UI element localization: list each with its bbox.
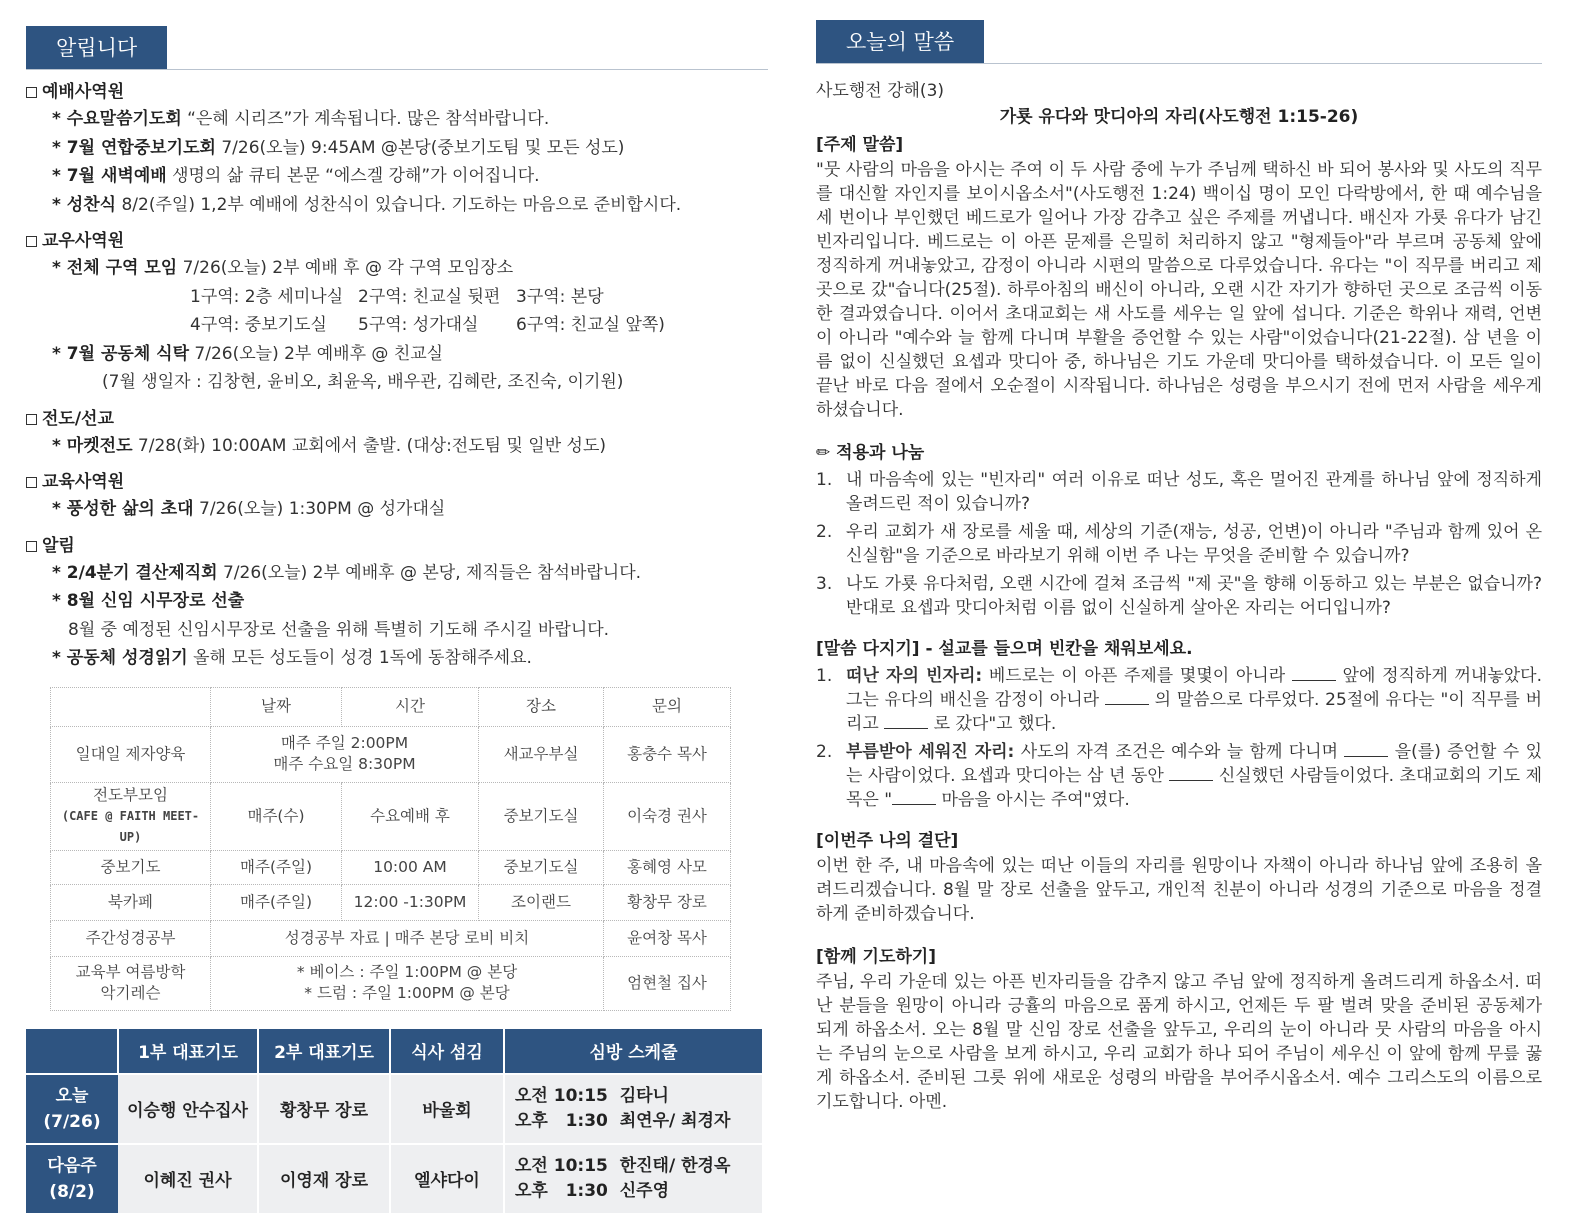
sermon-column (816, 0, 1542, 1114)
table-cell: 중보기도실 (479, 782, 604, 850)
table-row (51, 920, 731, 956)
checkbox-square-icon (26, 477, 37, 488)
table-cell: 매주 주일 2:00PM 매주 수요일 8:30PM (211, 726, 479, 782)
announcement-line: * 성찬식 8/2(주일) 1,2부 예배에 성찬식이 있습니다. 기도하는 마음으로 준비합시다. (52, 194, 682, 215)
list-item: 2. 부름받아 세워진 자리: 사도의 자격 조건은 예수와 늘 함께 다니며 을(를) 증언할 수 있는 사람이었다. 요셉과 맛디아는 삼 년 동안 신실했던 사람들이었다. 초대교회의 기도 제목은 " 마음을 아시는 주여"였다. (816, 742, 1542, 810)
table-cell: 이영재 장로 (258, 1144, 390, 1213)
table-row-next-week (26, 1144, 762, 1213)
fill-heading: [말씀 다지기] - 설교를 들으며 빈칸을 채워보세요. (816, 639, 1193, 659)
table-header-cell: 심방 스케줄 (504, 1029, 762, 1074)
table-cell: 10:00 AM (342, 850, 479, 884)
announcement-line: * 공동체 성경읽기 올해 모든 성도들이 성경 1독에 동참해주세요. (52, 648, 532, 668)
table-row (51, 884, 731, 920)
table-header-cell: 1부 대표기도 (118, 1029, 258, 1074)
announcement-line: * 8월 신임 시무장로 선출 (52, 591, 245, 611)
announcements-title: 알립니다 (26, 26, 167, 70)
table-cell: 이혜진 권사 (118, 1144, 258, 1213)
table-cell: 새교우부실 (479, 726, 604, 782)
header-divider (816, 63, 1542, 64)
announcement-line: * 마켓전도 7/28(화) 10:00AM 교회에서 출발. (대상:전도팀 및 일반 성도) (52, 435, 607, 456)
announcement-line: * 전체 구역 모임 7/26(오늘) 2부 예배 후 @ 각 구역 모임장소 (52, 258, 514, 278)
district-list: 1구역: 2층 세미나실 2구역: 친교실 뒷편 3구역: 본당 (190, 286, 604, 307)
table-cell: 전도부모임 (CAFE @ FAITH MEET-UP) (51, 782, 211, 850)
table-row (51, 726, 731, 782)
list-item: 3. 나도 가룟 유다처럼, 오랜 시간에 걸쳐 조금씩 "제 곳"을 향해 이동하고 있는 부분은 없습니까? 반대로 요셉과 맛디아처럼 이름 없이 신실하게 살아온 자리는 어디입니까? (816, 574, 1542, 618)
table-cell: 북카페 (51, 884, 211, 920)
prayer-body: 주님, 우리 가운데 있는 아픈 빈자리들을 감추지 않고 주님 앞에 정직하게 올려드리게 하옵소서. 떠난 분들을 원망이 아니라 긍휼의 마음으로 품게 하시고, 언제든 두 팔 벌려 맞을 준비된 공동체가 되게 하옵소서. 오는 8월 말 신임 장로 선출을 앞두고, 우리의 눈이 아니라 뭇 사람의 마음을 아시는 주님의 눈으로 사람을 보게 하시고, 우리 교회가 하나 되어 주님이 세우신 이 앞에 함께 무릎 꿇게 하옵소서. 준비된 그릇 위에 새로운 성령의 바람을 부어주시옵소서. 예수 그리스도의 이름으로 기도합니다. 아멘. (816, 972, 1542, 1112)
table-header-cell: 식사 섬김 (390, 1029, 504, 1074)
section-title: 전도/선교 (26, 406, 768, 432)
sermon-series: 사도행전 강해(3) (816, 81, 945, 101)
theme-body: "뭇 사람의 마음을 아시는 주여 이 두 사람 중에 누가 주님께 택하신 바 되어 봉사와 및 사도의 직무를 대신할 자인지를 보이시옵소서"(사도행전 1:24) 백이십 명이 모인 다락방에서, 한 때 예수님을 세 번이나 부인했던 베드로가 일어나 가장 감추고 싶은 주제를 꺼냅니다. 배신자 가룟 유다가 남긴 빈자리입니다. 베드로는 이 아픈 문제를 은밀히 처리하지 않고 "형제들아"라 부르며 공동체 앞에 정직하게 꺼내놓았고, 감정이 아니라 시편의 말씀으로 다루었습니다. 유다는 "이 직무를 버리고 제 곳으로 갔"습니다(25절). 하루아침의 배신이 아니라, 오랜 시간 자기가 향하던 곳으로 조금씩 이동한 결과였습니다. 이어서 초대교회는 새 사도를 세우는 일 앞에 섭니다. 기준은 학위나 재력, 언변이 아니라 "예수와 늘 함께 다니며 부활을 증언할 수 있는 사람"이었습니다(21-22절). 삼 년을 이름 없이 신실했던 요셉과 맛디아 중, 하나님은 기도 가운데 맛디아를 택하셨습니다. 이 모든 일이 끝난 바로 다음 절에서 오순절이 시작됩니다. 하나님은 성령을 부으시기 전에 먼저 사람을 세우게 하셨습니다. (816, 160, 1542, 420)
decision-heading: [이번주 나의 결단] (816, 831, 959, 851)
header-divider (26, 69, 768, 70)
education-ministry-block (26, 469, 768, 524)
sermon-title: 가룟 유다와 맛디아의 자리(사도행전 1:15-26) (999, 107, 1359, 127)
announcement-line: * 7월 새벽예배 생명의 삶 큐티 본문 “에스겔 강해”가 이어집니다. (52, 166, 540, 186)
table-header-cell: 날짜 (211, 687, 342, 726)
blank-line[interactable] (884, 714, 928, 729)
table-row-today (26, 1074, 762, 1144)
theme-heading: [주제 말씀] (816, 135, 904, 155)
announcements-header (26, 26, 768, 70)
table-cell: 일대일 제자양육 (51, 726, 211, 782)
worship-ministry-block (26, 79, 768, 219)
table-cell: 조이랜드 (479, 884, 604, 920)
table-header-cell: 시간 (342, 687, 479, 726)
section-title: 교우사역원 (26, 228, 768, 254)
prayer-heading: [함께 기도하기] (816, 947, 936, 967)
section-title: 예배사역원 (26, 79, 768, 105)
table-header-cell (26, 1029, 118, 1074)
table-cell: 성경공부 자료 | 매주 본당 로비 비치 (211, 920, 604, 956)
table-cell: 바울회 (390, 1074, 504, 1144)
table-cell: 주간성경공부 (51, 920, 211, 956)
table-cell: 이승행 안수집사 (118, 1074, 258, 1144)
list-item: 1. 내 마음속에 있는 "빈자리" 여러 이유로 떠난 성도, 혹은 멀어진 관계를 하나님 앞에 정직하게 올려드린 적이 있습니까? (816, 470, 1542, 514)
elder-note: 8월 중 예정된 신임시무장로 선출을 위해 특별히 기도해 주시길 바랍니다. (68, 619, 610, 640)
table-cell: 12:00 -1:30PM (342, 884, 479, 920)
visit-schedule-cell: 오전 10:15 한진태/ 한경옥 오후 1:30 신주영 (504, 1144, 762, 1213)
table-cell: 교육부 여름방학 악기레슨 (51, 956, 211, 1010)
table-header-cell: 2부 대표기도 (258, 1029, 390, 1074)
table-header-cell: 문의 (604, 687, 731, 726)
ministry-schedule-table (50, 687, 731, 1011)
announcement-line: * 7월 연합중보기도회 7/26(오늘) 9:45AM @본당(중보기도팀 및 모든 성도) (52, 137, 625, 158)
section-title: 알림 (26, 533, 768, 559)
table-cell: 황창무 장로 (258, 1074, 390, 1144)
sermon-header-title: 오늘의 말씀 (816, 20, 984, 64)
blank-line[interactable] (1344, 742, 1388, 757)
row-label: 다음주 (8/2) (26, 1144, 118, 1213)
table-row (51, 956, 731, 1010)
decision-body: 이번 한 주, 내 마음속에 있는 떠난 이들의 자리를 원망이나 자책이 아니라 하나님 앞에 조용히 올려드리겠습니다. 8월 말 장로 선출을 앞두고, 개인적 친분이 아니라 성경의 기준으로 마음을 정결하게 준비하겠습니다. (816, 856, 1542, 924)
table-cell: 홍혜영 사모 (604, 850, 731, 884)
announcement-line: * 풍성한 삶의 초대 7/26(오늘) 1:30PM @ 성가대실 (52, 499, 446, 519)
table-header-row (26, 1029, 762, 1074)
blank-line[interactable] (892, 790, 936, 805)
table-cell: 매주(주일) (211, 850, 342, 884)
apply-heading: ✏ 적용과 나눔 (816, 443, 925, 463)
evangelism-block (26, 406, 768, 461)
announcements-column (26, 0, 768, 1213)
fill-in-list (816, 664, 1542, 812)
district-list: 4구역: 중보기도실 5구역: 성가대실 6구역: 친교실 앞쪽) (190, 315, 665, 335)
blank-line[interactable] (1292, 666, 1336, 681)
notice-block (26, 533, 768, 673)
table-cell: 엄현철 집사 (604, 956, 731, 1010)
table-row (51, 850, 731, 884)
table-header-row (51, 687, 731, 726)
checkbox-square-icon (26, 87, 37, 98)
sermon-header (816, 20, 1542, 64)
apply-list (816, 468, 1542, 620)
table-cell: 황창무 장로 (604, 884, 731, 920)
table-row (51, 782, 731, 850)
list-item: 1. 떠난 자의 빈자리: 베드로는 이 아픈 주제를 몇몇이 아니라 앞에 정직하게 꺼내놓았다. 그는 유다의 배신을 감정이 아니라 의 말씀으로 다루었다. 25절에 유다는 "이 직무를 버리고 로 갔다"고 했다. (816, 666, 1542, 734)
fellowship-ministry-block (26, 228, 768, 397)
row-label: 오늘 (7/26) (26, 1074, 118, 1144)
list-item: 2. 우리 교회가 새 장로를 세울 때, 세상의 기준(재능, 성공, 언변)이 아니라 "주님과 함께 있어 온 신실함"을 기준으로 바라보기 위해 이번 주 나는 무엇을 준비할 수 있습니까? (816, 522, 1542, 566)
prayer-service-table (26, 1029, 762, 1213)
table-cell: 매주(주일) (211, 884, 342, 920)
table-header-cell (51, 687, 211, 726)
table-cell: 홍충수 목사 (604, 726, 731, 782)
announcement-line: * 7월 공동체 식탁 7/26(오늘) 2부 예배후 @ 친교실 (52, 343, 444, 364)
table-cell: 엘샤다이 (390, 1144, 504, 1213)
table-cell: 중보기도실 (479, 850, 604, 884)
blank-line[interactable] (1105, 690, 1149, 705)
checkbox-square-icon (26, 541, 37, 552)
table-cell: 윤여창 목사 (604, 920, 731, 956)
table-cell: 이숙경 권사 (604, 782, 731, 850)
table-header-cell: 장소 (479, 687, 604, 726)
announcement-line: * 2/4분기 결산제직회 7/26(오늘) 2부 예배후 @ 본당, 제직들은 참석바랍니다. (52, 562, 642, 583)
announcement-line: * 수요말씀기도회 “은혜 시리즈”가 계속됩니다. 많은 참석바랍니다. (52, 109, 550, 129)
table-cell: 매주(수) (211, 782, 342, 850)
visit-schedule-cell: 오전 10:15 김타니 오후 1:30 최연우/ 최경자 (504, 1074, 762, 1144)
blank-line[interactable] (1169, 766, 1213, 781)
checkbox-square-icon (26, 236, 37, 247)
checkbox-square-icon (26, 414, 37, 425)
section-title: 교육사역원 (26, 469, 768, 495)
table-cell: * 베이스 : 주일 1:00PM @ 본당 * 드럼 : 주일 1:00PM @ 본당 (211, 956, 604, 1010)
birthday-line: (7월 생일자 : 김창현, 윤비오, 최윤옥, 배우관, 김혜란, 조진숙, 이기원) (102, 372, 624, 392)
table-cell: 수요예배 후 (342, 782, 479, 850)
table-cell: 중보기도 (51, 850, 211, 884)
